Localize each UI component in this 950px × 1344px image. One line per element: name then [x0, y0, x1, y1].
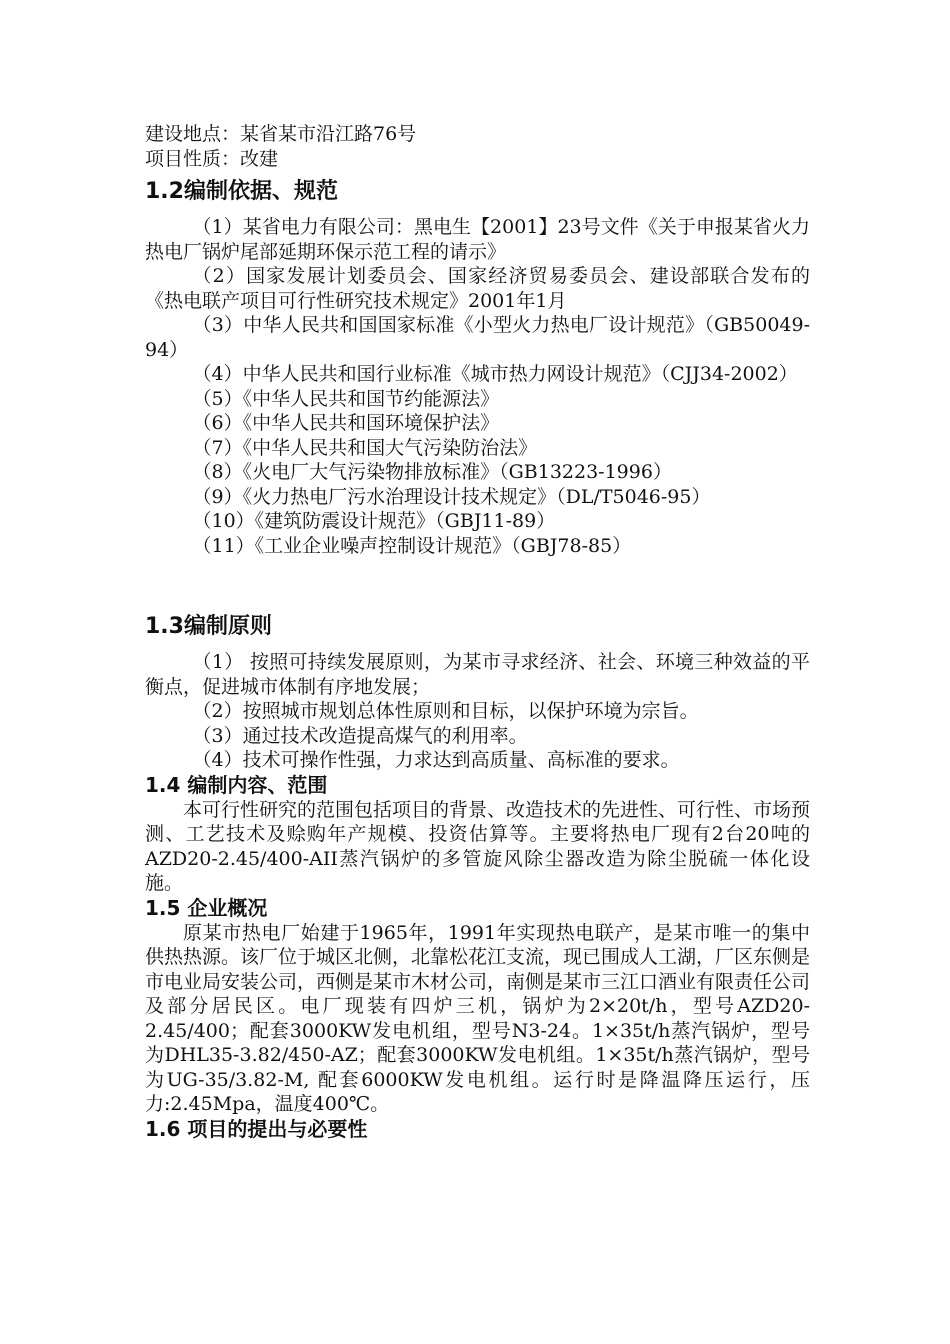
scope-paragraph: 本可行性研究的范围包括项目的背景、改造技术的先进性、可行性、市场预测、工艺技术及赊购年产规模、投资估算等。主要将热电厂现有2台20吨的AZD20-2.45/400-AII蒸汽锅炉的多管旋风除尘器改造为除尘脱硫一体化设施。: [145, 798, 811, 894]
section-1-5-heading: 1.5 企业概况: [145, 895, 268, 920]
section-1-6-heading: 1.6 项目的提出与必要性: [145, 1116, 368, 1141]
company-overview-paragraph: 原某市热电厂始建于1965年，1991年实现热电联产，是某市唯一的集中供热热源。该厂位于城区北侧，北靠松花江支流，现已围成人工湖，厂区东侧是市电业局安装公司，西侧是某市木材公司，南侧是某市三江口酒业有限责任公司及部分居民区。电厂现装有四炉三机，锅炉为2×20t/h，型号AZD20-2.45/400；配套3000KW发电机组，型号N3-24。1×35t/h蒸汽锅炉，型号为DHL35-3.82/450-AZ；配套3000KW发电机组。1×35t/h蒸汽锅炉，型号为UG-35/3.82-M, 配套6000KW发电机组。运行时是降温降压运行，压力:2.45Mpa，温度400℃。: [145, 921, 811, 1115]
basis-item-6: （6）《中华人民共和国环境保护法》: [192, 412, 500, 434]
principle-item-4: （4）技术可操作性强，力求达到高质量、高标准的要求。: [192, 749, 680, 771]
basis-item-4: （4）中华人民共和国行业标准《城市热力网设计规范》（CJJ34-2002）: [192, 363, 798, 385]
section-spacer: [145, 558, 810, 606]
basis-item-9: （9）《火力热电厂污水治理设计技术规定》（DL/T5046-95）: [192, 485, 711, 508]
basis-item-3: （3）中华人民共和国国家标准《小型火力热电厂设计规范》（GB50049-94）: [145, 314, 810, 361]
section-1-3-heading: 1.3编制原则: [145, 614, 272, 639]
basis-item-2: （2）国家发展计划委员会、国家经济贸易委员会、建设部联合发布的《热电联产项目可行性研究技术规定》2001年1月: [145, 265, 810, 312]
principle-item-3: （3）通过技术改造提高煤气的利用率。: [192, 724, 528, 747]
basis-item-7: （7）《中华人民共和国大气污染防治法》: [192, 436, 538, 459]
basis-item-11: （11）《工业企业噪声控制设计规范》（GBJ78-85）: [192, 534, 632, 557]
basis-item-5: （5）《中华人民共和国节约能源法》: [192, 387, 500, 410]
document-content: [145, 122, 810, 1142]
section-1-4-heading: 1.4 编制内容、范围: [145, 772, 328, 797]
construction-location: 建设地点：某省某市沿江路76号: [145, 123, 417, 145]
project-nature: 项目性质：改建: [145, 147, 279, 170]
basis-item-8: （8）《火电厂大气污染物排放标准》（GB13223-1996）: [192, 461, 672, 483]
principle-item-2: （2）按照城市规划总体性原则和目标，以保护环境为宗旨。: [192, 700, 699, 722]
basis-item-1: （1）某省电力有限公司：黑电生【2001】23号文件《关于申报某省火力热电厂锅炉尾部延期环保示范工程的请示》: [145, 216, 810, 263]
principle-item-1: （1） 按照可持续发展原则，为某市寻求经济、社会、环境三种效益的平衡点，促进城市体制有序地发展；: [145, 651, 810, 698]
section-1-2-heading: 1.2编制依据、规范: [145, 179, 338, 204]
basis-item-10: （10）《建筑防震设计规范》（GBJ11-89）: [192, 510, 556, 532]
